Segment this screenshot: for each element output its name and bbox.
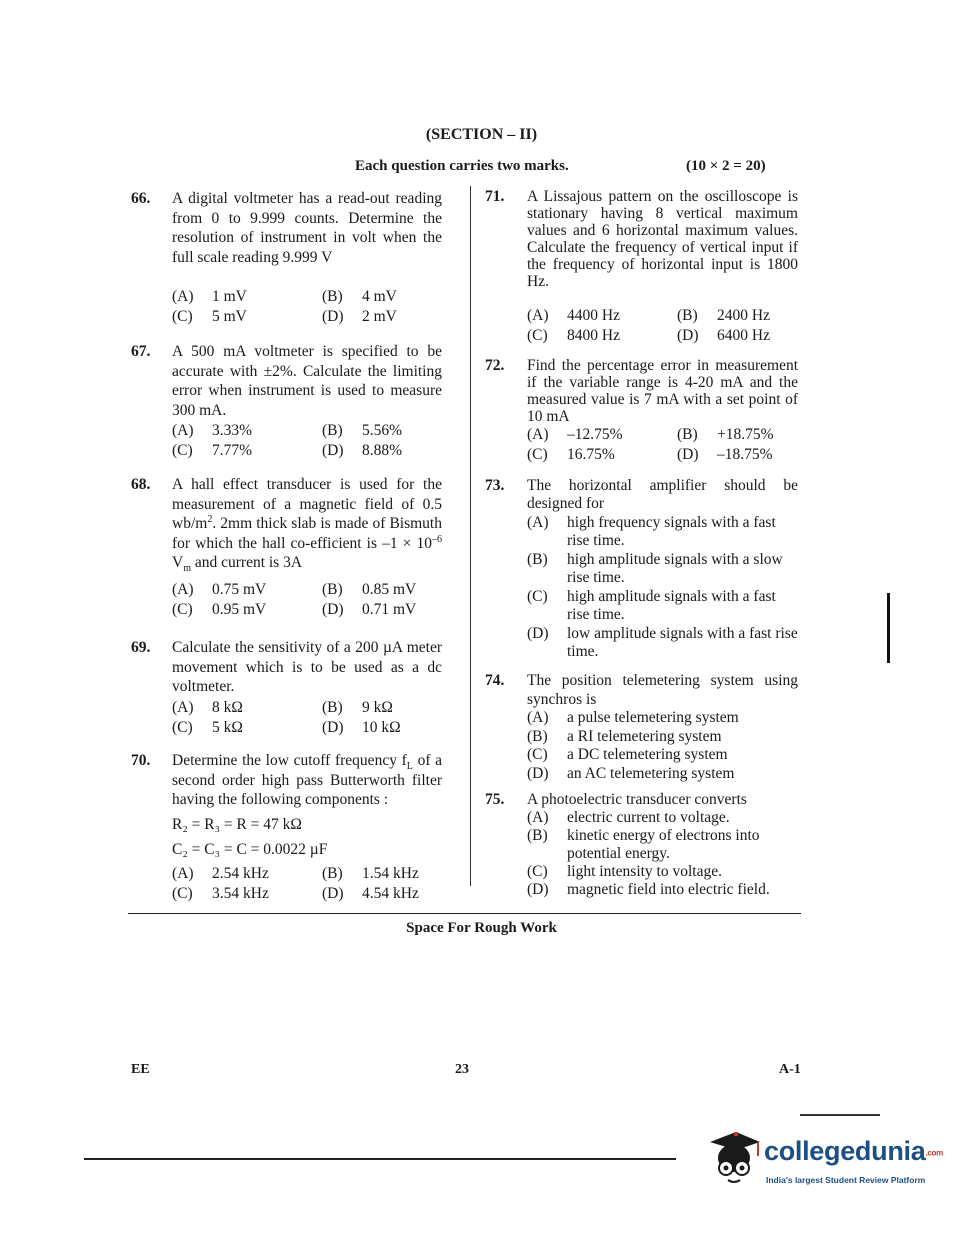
question-stem: Calculate the sensitivity of a 200 µA meter movement which is to be used as a dc voltmeter.	[172, 639, 442, 695]
scan-dash-mark	[800, 1114, 880, 1116]
options	[172, 580, 442, 619]
question-stem: Find the percentage error in measurement if the variable range is 4-20 mA and the measured value is 7 mA with a set point of 10 mA	[527, 357, 798, 425]
option-c: (C) 8400 Hz	[527, 327, 620, 344]
option-b: (B) 2400 Hz	[677, 307, 770, 324]
logo-wordmark: collegedunia.com	[764, 1136, 943, 1166]
options	[172, 287, 442, 326]
option-b: (B) 4 mV	[322, 288, 397, 305]
question-stem: The horizontal amplifier should be designed for	[527, 477, 798, 512]
option-c: (C) a DC telemetering system	[527, 746, 728, 763]
question-stem: A photoelectric transducer converts	[527, 791, 747, 808]
options	[527, 514, 798, 661]
section-title: (SECTION – II)	[425, 126, 538, 143]
question-stem: Determine the low cutoff frequency $f_L$ of a second order high pass Butterworth filter having the following components :	[172, 752, 443, 808]
options	[527, 809, 798, 899]
option-d: (D) an AC telemetering system	[527, 764, 735, 782]
question-stem: A digital voltmeter has a read-out reading from 0 to 9.999 counts. Determine the resolution of instrument in volt when the full scale reading 9.999 V	[172, 190, 442, 266]
option-c: (C) high amplitude signals with a fast rise time.	[527, 588, 776, 623]
column-divider	[470, 186, 471, 886]
option-d: (D) magnetic field into electric field.	[527, 881, 770, 898]
option-c: (C) 7.77%	[172, 441, 253, 459]
marks-total: (10 × 2 = 20)	[686, 158, 766, 174]
question-number: 66.	[131, 190, 151, 207]
question-number: 70.	[131, 752, 151, 769]
scan-margin-mark	[887, 593, 890, 663]
rough-work-divider	[128, 913, 801, 914]
option-a: (A) 8 kΩ	[172, 699, 243, 716]
question-number: 69.	[131, 639, 151, 656]
options	[527, 709, 798, 783]
option-b: (B) 0.85 mV	[322, 581, 417, 598]
question-number: 73.	[485, 477, 505, 494]
option-b: (B) 5.56%	[322, 422, 403, 439]
option-a: (A) 1 mV	[172, 288, 247, 305]
option-c: (C) 5 kΩ	[172, 718, 243, 736]
question-stem: A hall effect transducer is used for the measurement of a magnetic field of 0.5 $wb/m^2$. 2mm thick slab is made of Bismuth for which the hall co-efficient is $-1 \times 10^{-6}$ $V_m$ and current is 3A	[172, 476, 442, 575]
question-stem: A 500 mA voltmeter is specified to be accurate with ±2%. Calculate the limiting error when instrument is used to measure 300 mA.	[172, 343, 442, 419]
option-a: (A) 2.54 kHz	[172, 865, 269, 882]
page-number: 23	[455, 1062, 469, 1077]
collegedunia-logo	[706, 1128, 943, 1194]
option-c: (C) 3.54 kHz	[172, 884, 269, 902]
scan-bottom-line	[84, 1158, 676, 1160]
option-d: (D) 4.54 kHz	[322, 884, 419, 902]
option-b: (B) 1.54 kHz	[322, 865, 419, 882]
options	[527, 425, 798, 465]
options	[172, 698, 442, 737]
rough-work-label: Space For Rough Work	[406, 920, 557, 936]
marks-note: Each question carries two marks.	[355, 158, 569, 174]
options	[172, 421, 442, 460]
option-a: (A) 3.33%	[172, 422, 253, 439]
option-d: (D) low amplitude signals with a fast rise time.	[527, 625, 798, 660]
option-d: (D) 6400 Hz	[677, 327, 770, 344]
option-d: (D) 2 mV	[322, 307, 397, 325]
option-c: (C) light intensity to voltage.	[527, 863, 722, 880]
option-b: (B) high amplitude signals with a slow rise time.	[527, 551, 783, 586]
option-a: (A) a pulse telemetering system	[527, 709, 739, 726]
option-d: (D) 0.71 mV	[322, 600, 417, 618]
option-c: (C) 16.75%	[527, 446, 615, 463]
option-a: (A) 0.75 mV	[172, 581, 267, 598]
question-number: 68.	[131, 476, 151, 493]
logo-tagline: India's largest Student Review Platform	[766, 1175, 926, 1185]
option-d: (D) 10 kΩ	[322, 718, 401, 736]
question-number: 75.	[485, 791, 505, 808]
option-b: (B) +18.75%	[677, 426, 774, 443]
option-a: (A) high frequency signals with a fast rise time.	[527, 514, 776, 549]
option-b: (B) 9 kΩ	[322, 699, 393, 716]
equation-resistors: R₂ = R₃ = R = 47 kΩ	[172, 816, 302, 833]
question-stem: A Lissajous pattern on the oscilloscope is stationary having 8 vertical maximum values and 6 horizontal maximum values. Calculate the frequency of vertical input if the frequency of horizontal input is 1800 Hz.	[527, 188, 798, 290]
student-mascot-icon	[706, 1128, 762, 1188]
options	[172, 864, 442, 903]
question-number: 67.	[131, 343, 151, 360]
options	[527, 306, 798, 346]
question-number: 72.	[485, 357, 505, 374]
option-a: (A) 4400 Hz	[527, 307, 620, 324]
footer-subject-code: EE	[131, 1062, 150, 1077]
option-a: (A) –12.75%	[527, 426, 623, 443]
option-c: (C) 0.95 mV	[172, 600, 267, 618]
footer-set-code: A-1	[779, 1062, 801, 1077]
question-number: 74.	[485, 672, 505, 689]
option-b: (B) kinetic energy of electrons into potential energy.	[527, 827, 760, 862]
question-number: 71.	[485, 188, 505, 205]
option-b: (B) a RI telemetering system	[527, 727, 722, 745]
option-c: (C) 5 mV	[172, 307, 247, 325]
option-a: (A) electric current to voltage.	[527, 809, 730, 826]
equation-capacitors: C₂ = C₃ = C = 0.0022 µF	[172, 841, 328, 858]
option-d: (D) 8.88%	[322, 441, 403, 459]
question-stem: The position telemetering system using synchros is	[527, 672, 798, 708]
option-d: (D) –18.75%	[677, 446, 773, 463]
